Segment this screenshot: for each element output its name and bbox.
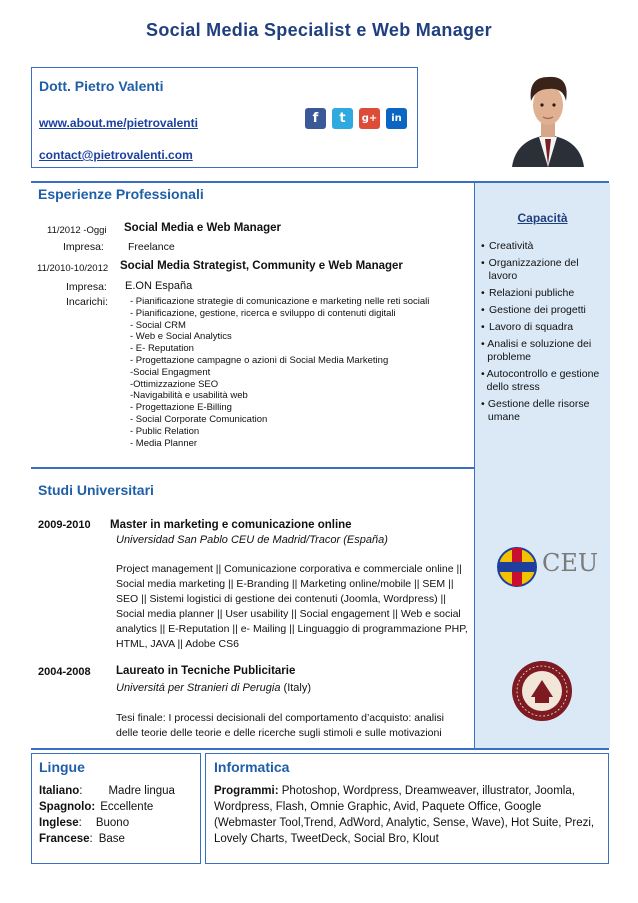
- list-item: Italiano: Madre lingua: [39, 785, 175, 797]
- tasks-label: Incarichi:: [66, 296, 109, 308]
- it-programs: [214, 783, 599, 847]
- job-role: Social Media e Web Manager: [124, 222, 282, 234]
- perugia-seal: [511, 660, 573, 722]
- facebook-icon[interactable]: f: [305, 108, 326, 129]
- person-name: Dott. Pietro Valenti: [39, 78, 164, 94]
- list-item: - Media Planner: [130, 437, 198, 449]
- edu-school: Universitá per Stranieri di Perugia: [116, 682, 281, 694]
- education-section-title: Studi Universitari: [38, 482, 154, 498]
- list-item: - Social Corporate Comunication: [130, 413, 268, 425]
- it-box: [205, 753, 609, 864]
- twitter-icon[interactable]: t: [332, 108, 353, 129]
- edu-years: 2004-2008: [38, 666, 91, 678]
- edu-years: 2009-2010: [38, 519, 91, 531]
- google-plus-icon[interactable]: g+: [359, 108, 380, 129]
- skills-list: [481, 240, 605, 424]
- experience-section-title: Esperienze Professionali: [38, 186, 204, 202]
- edu-school: Universidad San Pablo CEU de Madrid/Tracor (España): [116, 534, 388, 546]
- list-item: - Pianificazione strategie di comunicazione e marketing nelle reti sociali: [130, 296, 430, 307]
- list-item: • Gestione dei progetti: [481, 304, 586, 316]
- edu-details: Project management || Comunicazione corporativa e commerciale online || Social media marketing || E-Branding || Marketing online/mobile || SEM || SEO || Sistemi logistici di gestione dei contenuti (Joomla, Wordpress) || Social media planner || User usability || Social engagement || Web e social analytics || E-Reputation || e- Mailing || Linguaggio di programmazione PHP, HTML, JAVA || Adobe CS6: [116, 563, 468, 650]
- list-item: Spagnolo: Eccellente: [39, 801, 154, 813]
- list-item: • Lavoro di squadra: [481, 321, 574, 333]
- page-title: Social Media Specialist e Web Manager: [146, 20, 492, 40]
- edu-degree: Master in marketing e comunicazione online: [110, 519, 352, 531]
- edu-school-line: [116, 682, 311, 694]
- job-dates: 11/2010-10/2012: [37, 263, 109, 274]
- list-item: - Public Relation: [130, 425, 200, 437]
- divider: [31, 748, 609, 750]
- languages-title: Lingue: [39, 759, 85, 775]
- list-item: -Ottimizzazione SEO: [130, 378, 219, 390]
- edu-degree: Laureato in Tecniche Publicitarie: [116, 665, 296, 677]
- list-item: - Progettazione campagne o azioni di Social Media Marketing: [130, 354, 389, 366]
- list-item: • Organizzazione del lavoro: [481, 257, 579, 282]
- company-label: Impresa:: [66, 281, 107, 293]
- website-link[interactable]: www.about.me/pietrovalenti: [39, 116, 198, 130]
- company-name: Freelance: [128, 241, 175, 253]
- list-item: Inglese: Buono: [39, 817, 130, 829]
- list-item: • Relazioni publiche: [481, 287, 575, 299]
- edu-school-suffix: (Italy): [283, 682, 312, 694]
- list-item: - Pianificazione, gestione, ricerca e sviluppo di contenuti digitali: [130, 307, 396, 319]
- job-role: Social Media Strategist, Community e Web Manager: [120, 260, 403, 272]
- list-item: -Navigabilità e usabilità web: [130, 390, 248, 402]
- ceu-logo: [497, 532, 597, 602]
- job-dates: 11/2012 -Oggi: [47, 225, 107, 236]
- list-item: • Analisi e soluzione dei probleme: [481, 338, 592, 363]
- list-item: - Progettazione E-Billing: [130, 402, 232, 414]
- languages-box: [31, 753, 201, 864]
- languages-list: [39, 783, 175, 847]
- skills-title: Capacità: [517, 211, 568, 225]
- divider: [31, 467, 474, 469]
- list-item: - Social CRM: [130, 319, 186, 331]
- list-item: - Web e Social Analytics: [130, 331, 232, 343]
- programs-list: Photoshop, Wordpress, Dreamweaver, illustrator, Joomla, Wordpress, Flash, Omnie Graphic, Avid, Paquete Office, Google (Webmaster Tool,Trend, AdWord, Analytic, Sense, Wave), Hot Suite, Prezi, Lovely Charts, TweetDeck, Social Bro, Klout: [214, 785, 595, 845]
- perugia-seal-text: [511, 660, 512, 661]
- company-label: Impresa:: [63, 241, 104, 253]
- list-item: • Autocontrollo e gestione dello stress: [481, 368, 600, 393]
- ceu-logo-text: CEU: [542, 549, 599, 577]
- list-item: • Creatività: [481, 240, 534, 252]
- programs-label: Programmi:: [214, 785, 279, 797]
- profile-photo: [510, 67, 586, 167]
- list-item: -Social Engagment: [130, 366, 211, 378]
- edu-details: Tesi finale: I processi decisionali del comportamento d’acquisto: analisi delle teorie delle teorie e delle ricerche sugli stimoli e sulle motivazioni: [116, 712, 445, 739]
- it-title: Informatica: [214, 759, 290, 775]
- task-list: [130, 296, 429, 449]
- contact-box: [31, 67, 418, 168]
- list-item: - E- Reputation: [130, 343, 194, 355]
- linkedin-icon[interactable]: in: [386, 108, 407, 129]
- social-icons: [305, 108, 407, 129]
- company-name: E.ON España: [125, 280, 193, 292]
- list-item: Francese: Base: [39, 833, 125, 845]
- email-link[interactable]: contact@pietrovalenti.com: [39, 148, 193, 162]
- list-item: • Gestione delle risorse umane: [481, 398, 590, 423]
